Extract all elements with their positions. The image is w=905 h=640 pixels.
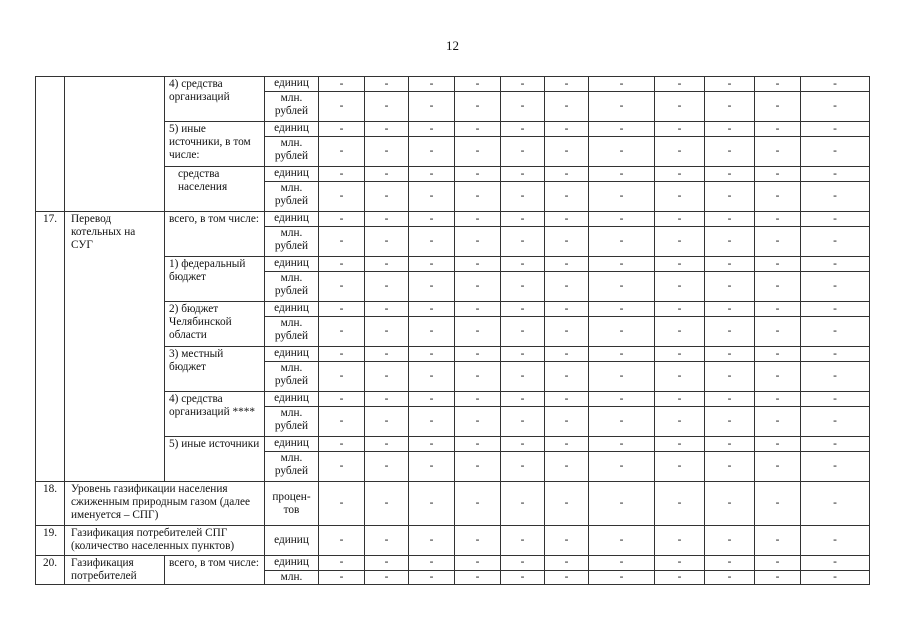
value-cell: - [589, 212, 655, 227]
unit-cell: единиц [265, 77, 319, 92]
value-cell: - [455, 362, 501, 392]
value-cell: - [705, 257, 755, 272]
value-cell: - [801, 452, 870, 482]
value-cell: - [801, 77, 870, 92]
item-number [36, 77, 65, 212]
value-cell: - [801, 227, 870, 257]
value-cell: - [409, 122, 455, 137]
value-cell: - [755, 227, 801, 257]
value-cell: - [705, 437, 755, 452]
value-cell: - [589, 122, 655, 137]
value-cell: - [655, 302, 705, 317]
unit-cell: единиц [265, 122, 319, 137]
value-cell: - [755, 122, 801, 137]
value-cell: - [545, 272, 589, 302]
value-cell: - [501, 92, 545, 122]
value-cell: - [319, 227, 365, 257]
value-cell: - [545, 167, 589, 182]
unit-cell: млн. рублей [265, 137, 319, 167]
value-cell: - [319, 182, 365, 212]
value-cell: - [589, 482, 655, 526]
value-cell: - [501, 77, 545, 92]
unit-cell: единиц [265, 526, 319, 556]
value-cell: - [755, 347, 801, 362]
value-cell: - [455, 272, 501, 302]
value-cell: - [455, 437, 501, 452]
value-cell: - [755, 317, 801, 347]
value-cell: - [589, 92, 655, 122]
value-cell: - [755, 272, 801, 302]
value-cell: - [545, 570, 589, 585]
value-cell: - [545, 182, 589, 212]
value-cell: - [365, 167, 409, 182]
value-cell: - [319, 482, 365, 526]
unit-cell: млн. рублей [265, 227, 319, 257]
value-cell: - [365, 137, 409, 167]
value-cell: - [705, 272, 755, 302]
value-cell: - [545, 482, 589, 526]
value-cell: - [501, 452, 545, 482]
value-cell: - [319, 556, 365, 571]
value-cell: - [755, 257, 801, 272]
value-cell: - [589, 137, 655, 167]
unit-cell: млн. рублей [265, 272, 319, 302]
value-cell: - [409, 167, 455, 182]
value-cell: - [755, 452, 801, 482]
unit-cell: единиц [265, 437, 319, 452]
value-cell: - [589, 437, 655, 452]
table-row [36, 212, 870, 227]
value-cell: - [755, 556, 801, 571]
value-cell: - [705, 182, 755, 212]
value-cell: - [319, 526, 365, 556]
table-row [36, 526, 870, 556]
value-cell: - [655, 167, 705, 182]
value-cell: - [755, 92, 801, 122]
item-name [65, 77, 165, 212]
value-cell: - [705, 570, 755, 585]
value-cell: - [455, 122, 501, 137]
funding-source: всего, в том числе: [165, 212, 265, 257]
value-cell: - [589, 556, 655, 571]
value-cell: - [545, 437, 589, 452]
value-cell: - [801, 526, 870, 556]
value-cell: - [801, 302, 870, 317]
value-cell: - [545, 92, 589, 122]
value-cell: - [365, 482, 409, 526]
value-cell: - [409, 92, 455, 122]
value-cell: - [589, 570, 655, 585]
value-cell: - [319, 167, 365, 182]
value-cell: - [501, 482, 545, 526]
value-cell: - [755, 182, 801, 212]
unit-cell: единиц [265, 257, 319, 272]
value-cell: - [755, 212, 801, 227]
item-number: 20. [36, 556, 65, 585]
value-cell: - [801, 272, 870, 302]
value-cell: - [705, 347, 755, 362]
value-cell: - [409, 407, 455, 437]
value-cell: - [501, 272, 545, 302]
value-cell: - [545, 227, 589, 257]
value-cell: - [545, 452, 589, 482]
value-cell: - [755, 526, 801, 556]
value-cell: - [545, 122, 589, 137]
value-cell: - [319, 570, 365, 585]
value-cell: - [705, 92, 755, 122]
value-cell: - [545, 556, 589, 571]
value-cell: - [655, 437, 705, 452]
value-cell: - [319, 122, 365, 137]
value-cell: - [409, 526, 455, 556]
value-cell: - [365, 526, 409, 556]
value-cell: - [655, 137, 705, 167]
value-cell: - [319, 302, 365, 317]
value-cell: - [655, 347, 705, 362]
value-cell: - [655, 122, 705, 137]
value-cell: - [409, 317, 455, 347]
value-cell: - [589, 392, 655, 407]
value-cell: - [319, 452, 365, 482]
table-row [36, 556, 870, 571]
item-name: Газификация потребителей СПГ (количество населенных пунктов) [65, 526, 265, 556]
item-number: 19. [36, 526, 65, 556]
value-cell: - [365, 182, 409, 212]
unit-cell: единиц [265, 302, 319, 317]
value-cell: - [455, 92, 501, 122]
funding-source: 5) иные источники [165, 437, 265, 482]
value-cell: - [589, 257, 655, 272]
value-cell: - [365, 257, 409, 272]
value-cell: - [545, 362, 589, 392]
value-cell: - [801, 182, 870, 212]
value-cell: - [501, 392, 545, 407]
value-cell: - [801, 347, 870, 362]
value-cell: - [455, 227, 501, 257]
value-cell: - [655, 526, 705, 556]
value-cell: - [501, 122, 545, 137]
value-cell: - [501, 526, 545, 556]
value-cell: - [319, 407, 365, 437]
value-cell: - [455, 526, 501, 556]
value-cell: - [365, 77, 409, 92]
value-cell: - [655, 317, 705, 347]
value-cell: - [501, 570, 545, 585]
value-cell: - [801, 556, 870, 571]
value-cell: - [655, 92, 705, 122]
value-cell: - [705, 137, 755, 167]
value-cell: - [455, 392, 501, 407]
value-cell: - [409, 227, 455, 257]
value-cell: - [409, 272, 455, 302]
value-cell: - [501, 257, 545, 272]
value-cell: - [409, 347, 455, 362]
table-row [36, 77, 870, 92]
funding-source: 1) федеральный бюджет [165, 257, 265, 302]
value-cell: - [705, 452, 755, 482]
value-cell: - [801, 482, 870, 526]
value-cell: - [705, 302, 755, 317]
value-cell: - [501, 362, 545, 392]
unit-cell: единиц [265, 392, 319, 407]
value-cell: - [589, 77, 655, 92]
value-cell: - [589, 317, 655, 347]
item-number: 18. [36, 482, 65, 526]
unit-cell: млн. рублей [265, 92, 319, 122]
value-cell: - [501, 317, 545, 347]
value-cell: - [455, 137, 501, 167]
unit-cell: единиц [265, 556, 319, 571]
value-cell: - [589, 526, 655, 556]
value-cell: - [705, 392, 755, 407]
value-cell: - [319, 317, 365, 347]
value-cell: - [801, 167, 870, 182]
value-cell: - [705, 77, 755, 92]
value-cell: - [319, 272, 365, 302]
value-cell: - [655, 482, 705, 526]
funding-source: 2) бюджет Челябинской области [165, 302, 265, 347]
value-cell: - [705, 212, 755, 227]
unit-cell: млн. рублей [265, 452, 319, 482]
value-cell: - [365, 122, 409, 137]
value-cell: - [501, 137, 545, 167]
value-cell: - [755, 482, 801, 526]
value-cell: - [705, 526, 755, 556]
unit-cell: млн. рублей [265, 182, 319, 212]
value-cell: - [545, 526, 589, 556]
value-cell: - [545, 347, 589, 362]
value-cell: - [589, 302, 655, 317]
value-cell: - [655, 362, 705, 392]
value-cell: - [455, 167, 501, 182]
item-name: Перевод котельных на СУГ [65, 212, 165, 482]
value-cell: - [801, 212, 870, 227]
value-cell: - [365, 347, 409, 362]
value-cell: - [589, 407, 655, 437]
unit-cell: процен-тов [265, 482, 319, 526]
value-cell: - [501, 407, 545, 437]
value-cell: - [365, 317, 409, 347]
value-cell: - [501, 556, 545, 571]
unit-cell: единиц [265, 347, 319, 362]
value-cell: - [409, 182, 455, 212]
value-cell: - [409, 482, 455, 526]
value-cell: - [801, 317, 870, 347]
item-name: Газификация потребителей [65, 556, 165, 585]
value-cell: - [655, 257, 705, 272]
value-cell: - [801, 392, 870, 407]
value-cell: - [409, 570, 455, 585]
value-cell: - [655, 556, 705, 571]
value-cell: - [455, 182, 501, 212]
value-cell: - [409, 212, 455, 227]
value-cell: - [755, 407, 801, 437]
value-cell: - [655, 77, 705, 92]
value-cell: - [589, 167, 655, 182]
value-cell: - [409, 137, 455, 167]
value-cell: - [365, 556, 409, 571]
value-cell: - [501, 302, 545, 317]
value-cell: - [545, 302, 589, 317]
value-cell: - [319, 77, 365, 92]
value-cell: - [589, 182, 655, 212]
value-cell: - [545, 317, 589, 347]
value-cell: - [409, 437, 455, 452]
value-cell: - [705, 482, 755, 526]
value-cell: - [801, 570, 870, 585]
unit-cell: млн. [265, 570, 319, 585]
value-cell: - [501, 167, 545, 182]
value-cell: - [545, 77, 589, 92]
value-cell: - [801, 407, 870, 437]
unit-cell: единиц [265, 167, 319, 182]
value-cell: - [755, 392, 801, 407]
value-cell: - [455, 347, 501, 362]
value-cell: - [655, 272, 705, 302]
unit-cell: млн. рублей [265, 362, 319, 392]
value-cell: - [755, 77, 801, 92]
value-cell: - [545, 392, 589, 407]
value-cell: - [501, 347, 545, 362]
value-cell: - [409, 77, 455, 92]
value-cell: - [455, 452, 501, 482]
value-cell: - [319, 347, 365, 362]
value-cell: - [501, 227, 545, 257]
value-cell: - [319, 437, 365, 452]
value-cell: - [801, 257, 870, 272]
value-cell: - [455, 407, 501, 437]
value-cell: - [655, 182, 705, 212]
table-row [36, 482, 870, 526]
funding-source: всего, в том числе: [165, 556, 265, 585]
value-cell: - [655, 227, 705, 257]
value-cell: - [655, 452, 705, 482]
value-cell: - [705, 122, 755, 137]
value-cell: - [589, 227, 655, 257]
value-cell: - [705, 227, 755, 257]
value-cell: - [365, 452, 409, 482]
value-cell: - [655, 407, 705, 437]
value-cell: - [455, 556, 501, 571]
value-cell: - [365, 392, 409, 407]
value-cell: - [365, 227, 409, 257]
value-cell: - [365, 362, 409, 392]
value-cell: - [755, 570, 801, 585]
value-cell: - [455, 302, 501, 317]
value-cell: - [501, 182, 545, 212]
value-cell: - [365, 302, 409, 317]
value-cell: - [545, 137, 589, 167]
value-cell: - [365, 212, 409, 227]
value-cell: - [801, 362, 870, 392]
value-cell: - [755, 167, 801, 182]
value-cell: - [409, 556, 455, 571]
value-cell: - [409, 257, 455, 272]
value-cell: - [705, 362, 755, 392]
value-cell: - [455, 317, 501, 347]
unit-cell: единиц [265, 212, 319, 227]
value-cell: - [365, 272, 409, 302]
value-cell: - [455, 482, 501, 526]
value-cell: - [755, 362, 801, 392]
value-cell: - [655, 570, 705, 585]
value-cell: - [801, 437, 870, 452]
value-cell: - [589, 347, 655, 362]
value-cell: - [409, 392, 455, 407]
program-indicators-table [35, 76, 870, 585]
value-cell: - [755, 137, 801, 167]
page-number: 12 [446, 38, 459, 53]
value-cell: - [319, 137, 365, 167]
value-cell: - [501, 437, 545, 452]
value-cell: - [655, 212, 705, 227]
funding-source: 4) средства организаций **** [165, 392, 265, 437]
value-cell: - [455, 77, 501, 92]
value-cell: - [455, 570, 501, 585]
value-cell: - [705, 317, 755, 347]
value-cell: - [755, 437, 801, 452]
item-number: 17. [36, 212, 65, 482]
value-cell: - [545, 212, 589, 227]
funding-source: 5) иные источники, в том числе: [165, 122, 265, 167]
value-cell: - [545, 407, 589, 437]
value-cell: - [589, 452, 655, 482]
unit-cell: млн. рублей [265, 317, 319, 347]
value-cell: - [801, 137, 870, 167]
value-cell: - [409, 452, 455, 482]
value-cell: - [455, 257, 501, 272]
value-cell: - [801, 92, 870, 122]
value-cell: - [365, 407, 409, 437]
value-cell: - [755, 302, 801, 317]
value-cell: - [655, 392, 705, 407]
value-cell: - [409, 362, 455, 392]
unit-cell: млн. рублей [265, 407, 319, 437]
value-cell: - [705, 167, 755, 182]
value-cell: - [589, 272, 655, 302]
value-cell: - [319, 362, 365, 392]
funding-source: средства населения [165, 167, 265, 212]
item-name: Уровень газификации населения сжиженным природным газом (далее именуется – СПГ) [65, 482, 265, 526]
value-cell: - [319, 212, 365, 227]
value-cell: - [319, 392, 365, 407]
value-cell: - [365, 570, 409, 585]
value-cell: - [455, 212, 501, 227]
value-cell: - [365, 437, 409, 452]
value-cell: - [705, 556, 755, 571]
value-cell: - [319, 92, 365, 122]
value-cell: - [801, 122, 870, 137]
funding-source: 3) местный бюджет [165, 347, 265, 392]
value-cell: - [589, 362, 655, 392]
funding-source: 4) средства организаций [165, 77, 265, 122]
value-cell: - [545, 257, 589, 272]
value-cell: - [705, 407, 755, 437]
value-cell: - [319, 257, 365, 272]
value-cell: - [365, 92, 409, 122]
value-cell: - [501, 212, 545, 227]
value-cell: - [409, 302, 455, 317]
